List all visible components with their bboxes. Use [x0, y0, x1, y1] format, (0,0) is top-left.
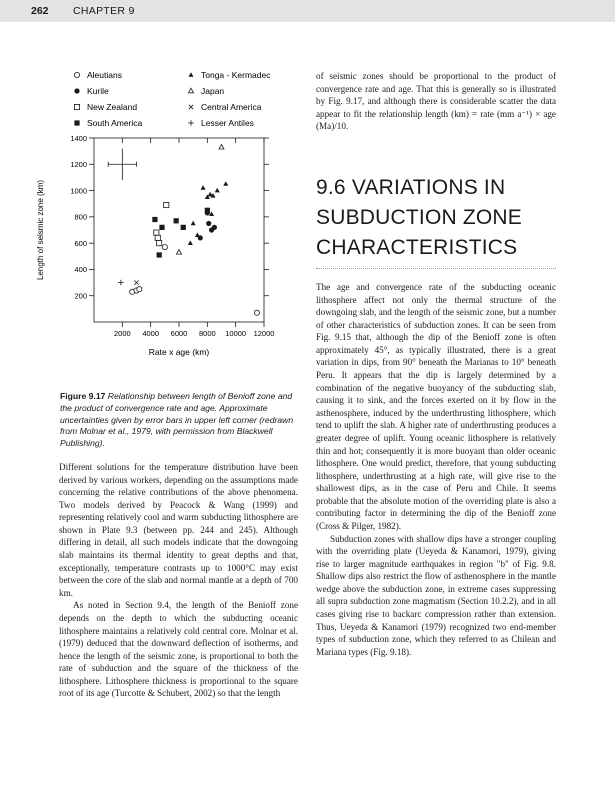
plot-frame [94, 138, 264, 322]
figure-caption [60, 391, 294, 450]
legend-label: Japan [201, 86, 225, 97]
figure-caption-text: Relationship between length of Benioff zone and the product of convergence rate and age. Approximate uncertainties given by error bars in upper left corner (redrawn from Molnar et al., 1979, with permission from Blackwell Publishing). [60, 391, 294, 449]
data-point [134, 280, 138, 284]
y-tick-label: 400 [74, 265, 87, 275]
legend-marker-square-open-icon [74, 104, 79, 109]
y-tick-label: 600 [74, 238, 87, 248]
data-point [157, 252, 162, 257]
legend-label: Central America [201, 102, 262, 113]
legend-marker-triangle-filled-icon [189, 72, 194, 77]
x-axis-ticks [114, 138, 274, 338]
legend-label: Aleutians [87, 70, 122, 81]
x-tick-label: 12000 [253, 329, 275, 338]
data-point [155, 235, 160, 240]
x-tick-label: 6000 [170, 329, 188, 338]
y-tick-label: 1200 [70, 160, 87, 170]
paragraph: The age and convergence rate of the subducting oceanic lithosphere affect not only the thermal structure of the downgoing slab, and the length of the seismic zone, but a number of other characteristics of subduction zones. It can be seen from Fig. 9.15 that, although the dip of the Benioff zone is often approximately 45°, as typically illustrated, there is a great variation in dips, from 90° beneath the Marianas to 10° beneath Peru. It appears that the dip is largely determined by a combination of the negative buoyancy of the subducting slab, causing it to sink, and the forces exerted on it by flow in the asthenosphere, induced by the underthrusting lithosphere, which tend to uplift the slab. A higher rate of underthrusting produces a greater degree of uplift. Young oceanic lithosphere is relatively thin and hot; consequently it is more buoyant than older oceanic lithosphere. One would predict, therefore, that young subducting lithosphere, underthrusting at a high rate, will give rise to the shallowest dips, as in the case of Peru and Chile. It seems probable that the absolute motion of the overriding plate is also a contributing factor in determining the dip of the Benioff zone (Cross & Pilger, 1982). [316, 282, 556, 531]
figure-9-17 [30, 66, 295, 362]
page-number: 262 [31, 5, 49, 17]
x-tick-label: 10000 [225, 329, 247, 338]
data-point [162, 244, 167, 249]
error-bar [108, 149, 136, 181]
data-point [206, 221, 211, 226]
data-points [118, 144, 259, 315]
figure-caption-label: Figure 9.17 [60, 391, 106, 401]
paragraph: of seismic zones should be proportional to the product of convergence rate and age. That this is generally so is illustrated by Fig. 9.17, and although there is considerable scatter the data appear to fit the relationship length (km) = rate (mm a⁻¹) × age (Ma)/10. [316, 71, 556, 132]
data-point [219, 144, 224, 149]
y-tick-label: 800 [74, 212, 87, 222]
legend-marker-cross-plus-icon [188, 120, 194, 126]
data-point [215, 188, 220, 193]
data-point [205, 208, 210, 213]
left-column [59, 461, 298, 700]
paragraph: Different solutions for the temperature distribution have been derived by various workers, depending on the assumptions made concerning the relative contributions of the above phenomena. Two models derived by Peacock & Wang (1999) and representing relatively cool and warm subducting lithosphere are shown in Plate 9.3 (between pp. 244 and 245). Although differing in detail, all such models indicate that the downgoing slab maintains its thermal identity to great depths and that, exceptionally, temperature contrasts up to 1000°C may exist between the core of the slab and normal mantle at a depth of 700 km. [59, 462, 298, 598]
data-point [212, 225, 217, 230]
y-axis-label: Length of seismic zone (km) [36, 179, 45, 281]
x-tick-label: 2000 [113, 329, 131, 338]
figure-legend [74, 70, 271, 128]
data-point [154, 230, 159, 235]
y-tick-label: 200 [74, 291, 87, 301]
section-title: 9.6 VARIATIONS IN SUBDUCTION ZONE CHARACTERISTICS [316, 176, 523, 259]
paragraph: As noted in Section 9.4, the length of the Benioff zone depends on the depth to which the subducting oceanic lithosphere maintains a relatively cold central core. Molnar et al. (1979) deduced that the downward deflection of isotherms, and hence the length of the seismic zone, is proportional to both the rate of subduction and the square of the thickness of the lithosphere. Lithosphere thickness is proportional to the square root of its age (Turcotte & Schubert, 2002) so that the length [59, 600, 298, 699]
running-header [0, 0, 615, 22]
chapter-label: CHAPTER 9 [73, 5, 135, 17]
right-column-continued [316, 70, 556, 133]
data-point [118, 280, 124, 286]
x-tick-label: 4000 [142, 329, 160, 338]
y-tick-label: 1000 [70, 186, 87, 196]
paragraph: Subduction zones with shallow dips have a stronger coupling with the overriding plate (Ueyeda & Kanamori, 1979), giving rise to larger magnitude earthquakes in region "b" of Fig. 9.8. Shallow dips also restrict the flow of asthenosphere in the mantle wedge above the subduction zone, in extreme cases suppressing all supra subduction zone magmatism (Section 10.2.2), and in all cases giving rise to backarc compression rather than extension. Thus, Ueyeda & Kanamori (1979) recognized two end-member types of subduction zone, which they referred to as Chilean and Mariana types (Fig. 9.18). [316, 533, 556, 657]
legend-marker-circle-filled-icon [74, 88, 79, 93]
legend-marker-triangle-open-icon [189, 88, 194, 93]
data-point [137, 287, 142, 292]
x-axis-label: Rate x age (km) [148, 347, 210, 357]
legend-marker-cross-x-icon [189, 105, 193, 109]
legend-label: New Zealand [87, 102, 138, 113]
legend-marker-square-filled-icon [74, 120, 79, 125]
legend-marker-circle-open-icon [74, 72, 79, 77]
legend-label: Lesser Antiles [201, 118, 254, 129]
x-tick-label: 8000 [198, 329, 216, 338]
data-point [254, 310, 259, 315]
data-point [159, 225, 164, 230]
data-point [177, 250, 182, 255]
data-point [164, 202, 169, 207]
section-divider [316, 268, 556, 269]
data-point [201, 185, 206, 190]
data-point [195, 232, 200, 237]
right-column [316, 281, 556, 658]
legend-label: South America [87, 118, 143, 129]
y-tick-label: 1400 [70, 133, 87, 143]
data-point [152, 217, 157, 222]
data-point [188, 240, 193, 245]
y-axis-ticks [70, 134, 269, 301]
data-point [181, 225, 186, 230]
legend-label: Kurile [87, 86, 109, 97]
legend-label: Tonga - Kermadec [201, 70, 271, 81]
data-point [223, 181, 228, 186]
data-point [191, 221, 196, 226]
data-point [174, 218, 179, 223]
data-point [157, 241, 162, 246]
